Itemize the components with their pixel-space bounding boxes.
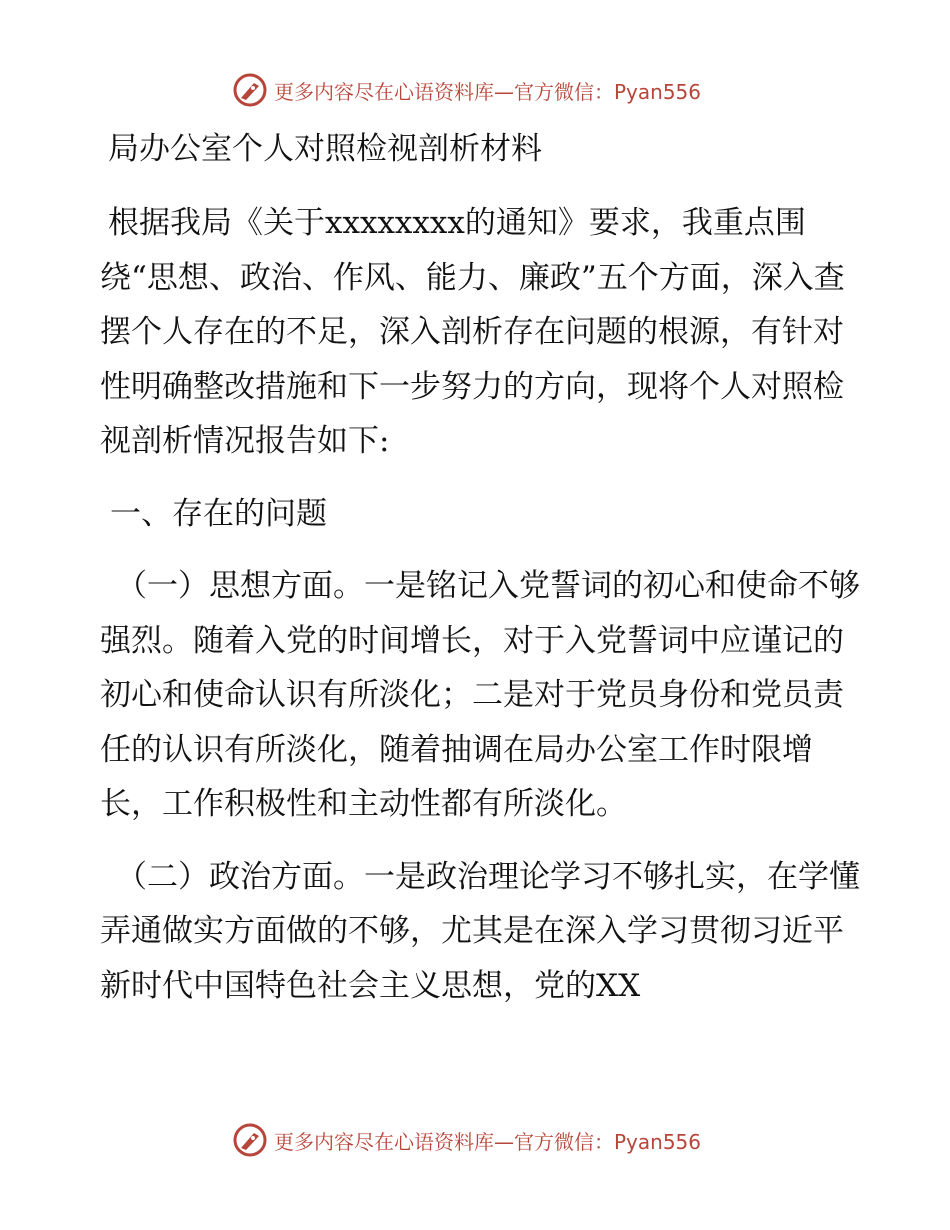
document-body: [100, 124, 860, 1031]
paragraph-thought: （一）思想方面。一是铭记入党誓词的初心和使命不够强烈。随着入党的时间增长，对于入党誓词中应谨记的初心和使命认识有所淡化；二是对于党员身份和党员责任的认识有所淡化，随着抽调在局办公室工作时限增长，工作积极性和主动性都有所淡化。: [100, 568, 860, 822]
watermark-text: 更多内容尽在心语资料库—官方微信：Pyan556: [274, 1129, 702, 1154]
intro-paragraph: 根据我局《关于xxxxxxxx的通知》要求，我重点围绕“思想、政治、作风、能力、廉政”五个方面，深入查摆个人存在的不足，深入剖析存在问题的根源，有针对性明确整改措施和下一步努力的方向，现将个人对照检视剖析情况报告如下:: [100, 205, 845, 459]
section-heading-problems: 一、存在的问题: [110, 495, 327, 532]
watermark-text: 更多内容尽在心语资料库—官方微信：Pyan556: [274, 79, 702, 104]
watermark-footer: [232, 1120, 712, 1160]
document-title: 局办公室个人对照检视剖析材料: [108, 131, 542, 167]
pen-nib-logo-icon: [232, 1122, 268, 1158]
paragraph-politics: （二）政治方面。一是政治理论学习不够扎实，在学懂弄通做实方面做的不够，尤其是在深入学习贯彻习近平新时代中国特色社会主义思想，党的XX: [100, 858, 860, 1004]
watermark-header: [232, 70, 712, 110]
pen-nib-logo-icon: [232, 72, 268, 108]
